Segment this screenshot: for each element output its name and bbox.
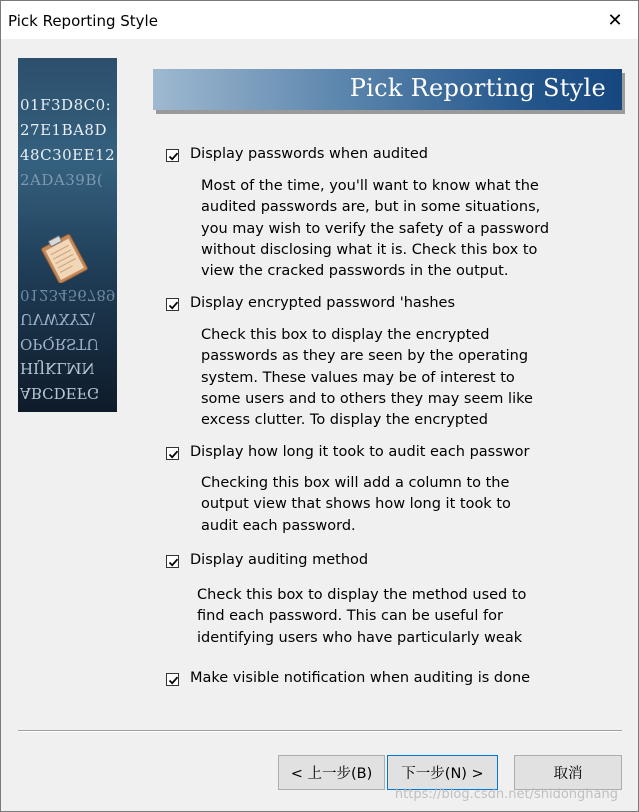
footer-separator: [18, 730, 622, 732]
checkbox-display-hashes[interactable]: [166, 298, 179, 311]
checkbox-visible-notification[interactable]: [166, 673, 179, 686]
side-image-text: OPQRSTU: [20, 335, 99, 353]
option-label[interactable]: Display auditing method: [190, 552, 369, 568]
side-image-text: HIJKLMN: [20, 359, 95, 377]
side-image-text: 2ADA39B(: [20, 171, 104, 189]
checkbox-display-auditing-method[interactable]: [166, 555, 179, 568]
description-line: some users and to others they may seem like: [201, 390, 533, 407]
side-image: [18, 58, 117, 412]
side-image-text: UVWXYZ\: [20, 310, 95, 328]
option-label[interactable]: Make visible notification when auditing is done: [190, 670, 531, 686]
side-image-text: ABCDEFG: [20, 384, 99, 402]
clipboard-icon: [38, 233, 90, 283]
description-line: without disclosing what it is. Check this box to: [201, 241, 538, 258]
description-line: system. These values may be of interest to: [201, 369, 515, 386]
close-button[interactable]: [592, 1, 638, 39]
next-button[interactable]: 下一步(N) >: [387, 755, 498, 790]
description-line: audited passwords are, but in some situations,: [201, 199, 541, 216]
watermark: https://blog.csdn.net/shidonghang: [394, 787, 618, 802]
checkmark-icon: [167, 150, 180, 163]
option-description: [201, 325, 555, 431]
description-line: identifying users who have particularly weak: [197, 629, 523, 646]
description-line: output view that shows how long it took to: [201, 496, 511, 513]
description-line: Most of the time, you'll want to know what the: [201, 178, 539, 194]
side-image-text: 48C30EE12: [20, 146, 116, 164]
description-line: view the cracked passwords in the output.: [201, 263, 509, 280]
description-line: find each password. This can be useful for: [197, 608, 503, 625]
side-image-text: 0123456789: [20, 286, 116, 304]
side-image-text: 01F3D8C0:: [20, 96, 112, 114]
header-banner: [153, 69, 622, 110]
description-line: passwords as they are seen by the operating: [201, 348, 529, 365]
back-button[interactable]: < 上一步(B): [278, 755, 385, 790]
description-line: Checking this box will add a column to the: [201, 475, 510, 491]
side-image-text: 27E1BA8D: [20, 121, 108, 139]
description-line: audit each password.: [201, 517, 356, 534]
option-label[interactable]: Display passwords when audited: [190, 146, 428, 162]
option-description: [201, 176, 555, 282]
description-line: Check this box to display the method used to: [197, 587, 527, 603]
close-icon: ✕: [607, 9, 623, 31]
description-line: excess clutter. To display the encrypted: [201, 412, 488, 429]
title-bar: [1, 1, 638, 39]
description-line: you may wish to verify the safety of a password: [201, 220, 550, 237]
checkmark-icon: [167, 674, 180, 687]
cancel-button[interactable]: 取消: [514, 755, 622, 790]
checkmark-icon: [167, 448, 180, 461]
window-title: Pick Reporting Style: [8, 12, 158, 30]
description-line: Check this box to display the encrypted: [201, 327, 490, 343]
option-description: [201, 473, 555, 537]
checkmark-icon: [167, 556, 180, 569]
option-description: [197, 585, 551, 649]
checkbox-display-passwords[interactable]: [166, 149, 179, 162]
option-label[interactable]: Display encrypted password 'hashes: [190, 295, 456, 311]
checkmark-icon: [167, 299, 180, 312]
checkbox-display-audit-time[interactable]: [166, 447, 179, 460]
option-label[interactable]: Display how long it took to audit each passwor: [190, 444, 530, 460]
banner-title: Pick Reporting Style: [349, 74, 606, 102]
